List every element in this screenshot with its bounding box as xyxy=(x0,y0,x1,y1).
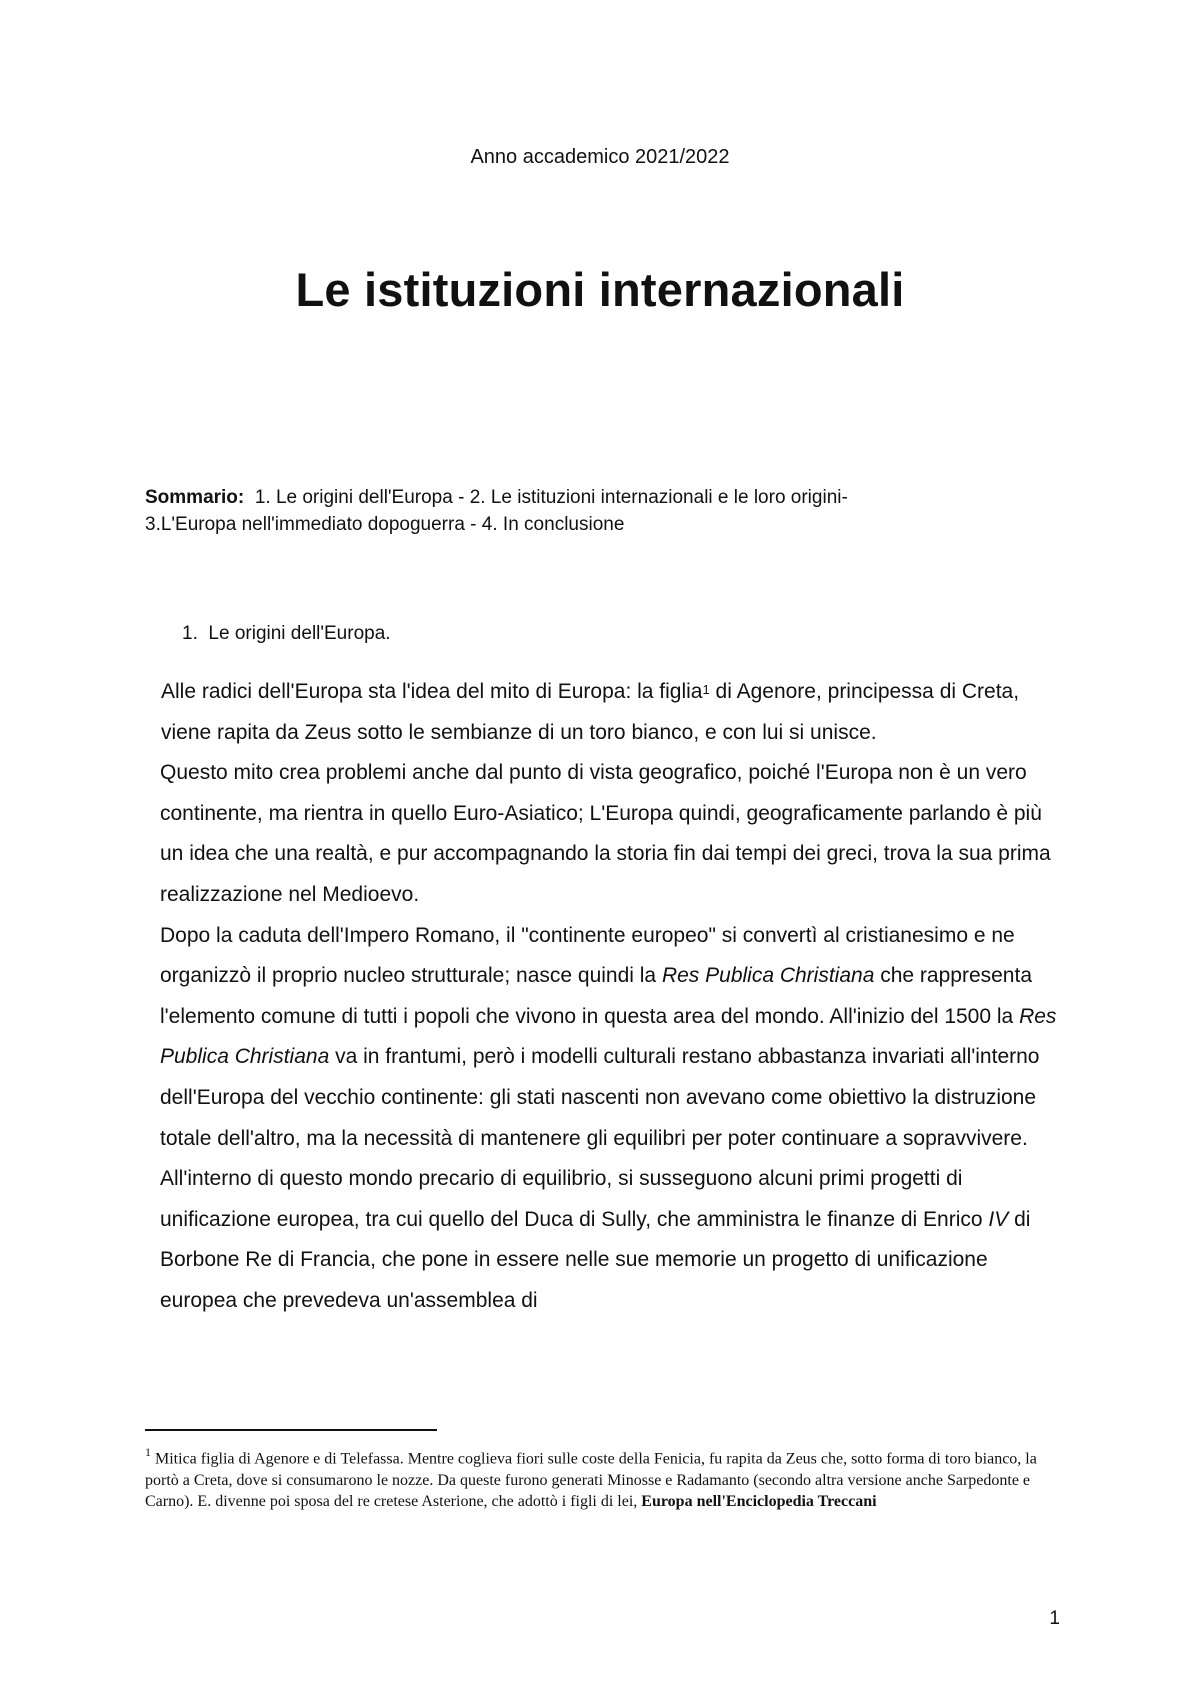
footnote-source: Europa nell'Enciclopedia Treccani xyxy=(641,1493,877,1511)
summary-item-4-number: 4. xyxy=(481,514,498,535)
summary-item-2-text: Le istituzioni internazionali e le loro origini- xyxy=(485,487,848,508)
italic-res-publica-2: Res Publica Christiana xyxy=(160,1004,1057,1069)
section-number: 1. xyxy=(182,623,198,644)
paragraph-3 xyxy=(145,916,1070,1322)
footnote-text: Mitica figlia di Agenore e di Telefassa. Mentre coglieva fiori sulle coste della Fenicia, fu rapita da Zeus che, sotto forma di toro bianco, la portò a Creta, dove si consumarono le nozze. Da queste furono generati Minosse e Radamanto (secondo altra versione anche Sarpedonte e Carno). E. divenne poi sposa del re cretese Asterione, che adottò i figli di lei, xyxy=(145,1450,1037,1511)
summary-item-3-text: 3.L'Europa nell'immediato dopoguerra - xyxy=(145,514,482,535)
paragraph-3-text-c: va in frantumi, però i modelli culturali restano abbastanza invariati all'interno dell'Europa del vecchio continente: gli stati nascenti non avevano come obiettivo la distruzione totale dell'altro, ma la necessità di mantenere gli equilibri per poter continuare a sopravvivere. All'interno di questo mondo precario di equilibrio, si susseguono alcuni primi progetti di unificazione europea, tra cui quello del Duca di Sully, che amministra le finanze di Enrico xyxy=(160,1045,1040,1231)
footnote-separator xyxy=(145,1429,437,1431)
paragraph-3-text-b: che rappresenta l'elemento comune di tutti i popoli che vivono in questa area del mondo. All'inizio del 1500 la xyxy=(160,964,1032,1028)
italic-roman-numeral: IV xyxy=(988,1207,1009,1231)
summary-item-1-text: Le origini dell'Europa - xyxy=(270,487,470,508)
page-number: 1 xyxy=(1049,1608,1060,1629)
paragraph-2: Questo mito crea problemi anche dal punto di vista geografico, poiché l'Europa non è un vero continente, ma rientra in quello Euro-Asiatico; L'Europa quindi, geograficamente parlando è più un idea che una realtà, e pur accompagnando la storia fin dai tempi dei greci, trova la sua prima realizzazione nel Medioevo. xyxy=(160,761,1051,906)
paragraph-1-text-b: di Agenore, principessa di Creta, viene rapita da Zeus sotto le sembianze di un toro bianco, e con lui si unisce. xyxy=(161,680,1020,744)
paragraph-3-text-d: di Borbone Re di Francia, che pone in essere nelle sue memorie un progetto di unificazione europea che prevedeva un'assemblea di xyxy=(160,1207,1031,1312)
footnote-marker: 1 xyxy=(145,1445,151,1459)
footnote-1 xyxy=(145,1443,1070,1513)
paragraph-1-text-a: Alle radici dell'Europa sta l'idea del mito di Europa: la figlia xyxy=(161,680,703,703)
footnote-reference: 1 xyxy=(702,682,710,697)
summary-label: Sommario: xyxy=(145,487,245,508)
body-text xyxy=(145,672,1070,1322)
summary-item-2-number: 2. xyxy=(469,487,486,508)
footnote xyxy=(145,1443,1070,1513)
academic-year: Anno accademico 2021/2022 xyxy=(470,146,730,168)
summary-item-1-number: 1. xyxy=(254,487,271,508)
summary-item-4-text: In conclusione xyxy=(497,514,625,535)
paragraph-3-text-a: Dopo la caduta dell'Impero Romano, il "continente europeo" si convertì al cristianesimo e ne organizzò il proprio nucleo strutturale; nasce quindi la xyxy=(160,923,1015,988)
paragraph-1 xyxy=(145,672,1070,753)
section-heading-1 xyxy=(182,623,391,645)
document-title: Le istituzioni internazionali xyxy=(295,263,905,316)
summary xyxy=(145,484,1065,538)
section-title: Le origini dell'Europa. xyxy=(208,623,391,644)
italic-res-publica-1: Res Publica Christiana xyxy=(661,964,875,988)
